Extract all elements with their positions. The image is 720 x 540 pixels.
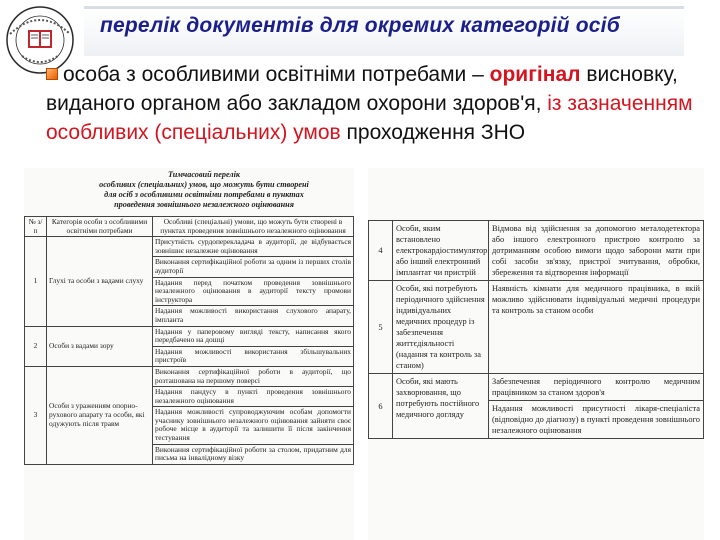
table-row	[25, 326, 354, 346]
row-condition: Надання можливості використання збільшувальних пристроїв	[153, 346, 354, 366]
row-number: 3	[25, 366, 47, 464]
row-number: 4	[369, 221, 393, 281]
row-category: Особи з вадами зору	[47, 326, 153, 366]
table-row	[369, 221, 704, 281]
table-header-row	[25, 217, 354, 237]
row-category: Особи з ураженням опорно-рухового апарату та особи, які одужують після травм	[47, 366, 153, 464]
document-title	[24, 168, 354, 210]
scanned-document-left	[24, 168, 354, 540]
bullet-highlight-conditions: із зазначенням особливих (спеціальних) умов	[46, 92, 693, 144]
row-condition: Надання у паперовому вигляді тексту, написання якого передбачено на дошці	[153, 326, 354, 346]
bullet-paragraph	[46, 60, 706, 147]
row-condition: Наявність кімнати для медичного працівника, в якій можливо здійснювати індивідуальні медичні процедури та контроль за станом особи	[489, 281, 704, 374]
document-title-line2: особливих (спеціальних) умов, що можуть бути створені	[99, 180, 309, 189]
row-condition: Виконання сертифікаційної роботи за столом, придатним для письма на інвалідному візку	[153, 444, 354, 464]
bullet-text-part5: проходження ЗНО	[340, 121, 526, 144]
row-condition: Виконання сертифікаційної роботи за одним із перших столів аудиторії	[153, 257, 354, 277]
row-category: Особи, які мають захворювання, що потребують постійного медичного догляду	[393, 374, 489, 439]
row-number: 6	[369, 374, 393, 439]
row-number: 5	[369, 281, 393, 374]
row-number: 1	[25, 237, 47, 326]
row-condition: Надання перед початком проведення зовнішнього незалежного оцінювання в аудиторії тексту промови інструктора	[153, 277, 354, 306]
row-condition: Відмова від здійснення за допомогою металодетектора або іншого електронного пристрою контролю за дотриманням особою вимоги щодо заборони мати при собі засоби зв'язку, пристрої зчитування, обробки, збереження та відтворення інформації	[489, 221, 704, 281]
row-condition: Виконання сертифікаційної роботи в аудиторії, що розташована на першому поверсі	[153, 366, 354, 386]
bullet-text-part1: особа з особливими освітніми потребами –	[63, 63, 490, 86]
page-title: перелік документів для окремих категорій осіб	[100, 14, 620, 37]
table-row	[369, 374, 704, 401]
conditions-table-left	[24, 216, 354, 465]
table-row	[25, 366, 354, 386]
document-title-line3: для осіб з особливими освітніми потребами в пунктах	[104, 190, 304, 199]
document-title-line1: Тимчасовий перелік	[167, 170, 241, 179]
row-condition: Забезпечення періодичного контролю медичним працівником за станом здоров'я	[489, 374, 704, 401]
row-category: Особи, яким встановлено електрокардіостимулятор або інший електронний імплантат чи пристрій	[393, 221, 489, 281]
table-row	[369, 281, 704, 374]
bullet-text-part3: висновку, виданого органом або закладом охорони здоров'я,	[46, 63, 678, 115]
row-condition: Присутність сурдоперекладача в аудиторії, де відбувається зовнішнє незалежне оцінювання	[153, 237, 354, 257]
row-category: Особи, які потребують періодичного здійснення індивідуальних медичних процедур із забезпечення життєдіяльності (надання та контроль за станом)	[393, 281, 489, 374]
row-category: Глухі та особи з вадами слуху	[47, 237, 153, 326]
conditions-table-right	[368, 220, 704, 439]
bullet-highlight-original: оригінал	[489, 63, 581, 86]
row-condition: Надання можливості присутності лікаря-спеціаліста (відповідно до діагнозу) в пункті проведення зовнішнього незалежного оцінювання	[489, 401, 704, 439]
orange-square-bullet-icon	[46, 68, 58, 80]
table-row	[25, 237, 354, 257]
column-header-category: Категорія особи з особливими освітніми потребами	[47, 217, 153, 237]
row-condition: Надання можливості використання слухового апарату, імпланта	[153, 306, 354, 326]
scanned-document-right	[368, 168, 704, 540]
row-condition: Надання можливості супроводжуючим особам допомогти учаснику зовнішнього незалежного оцінювання зайняти своє робоче місце в аудиторії та залишити її після закінчення тестування	[153, 407, 354, 444]
document-title-line4: проведення зовнішнього незалежного оцінювання	[114, 200, 294, 209]
column-header-num: № з/п	[25, 217, 47, 237]
column-header-conditions: Особливі (спеціальні) умови, що можуть бути створені в пунктах проведення зовнішнього незалежного оцінювання	[153, 217, 354, 237]
row-condition: Надання пандусу в пункті проведення зовнішнього незалежного оцінювання	[153, 387, 354, 407]
row-number: 2	[25, 326, 47, 366]
